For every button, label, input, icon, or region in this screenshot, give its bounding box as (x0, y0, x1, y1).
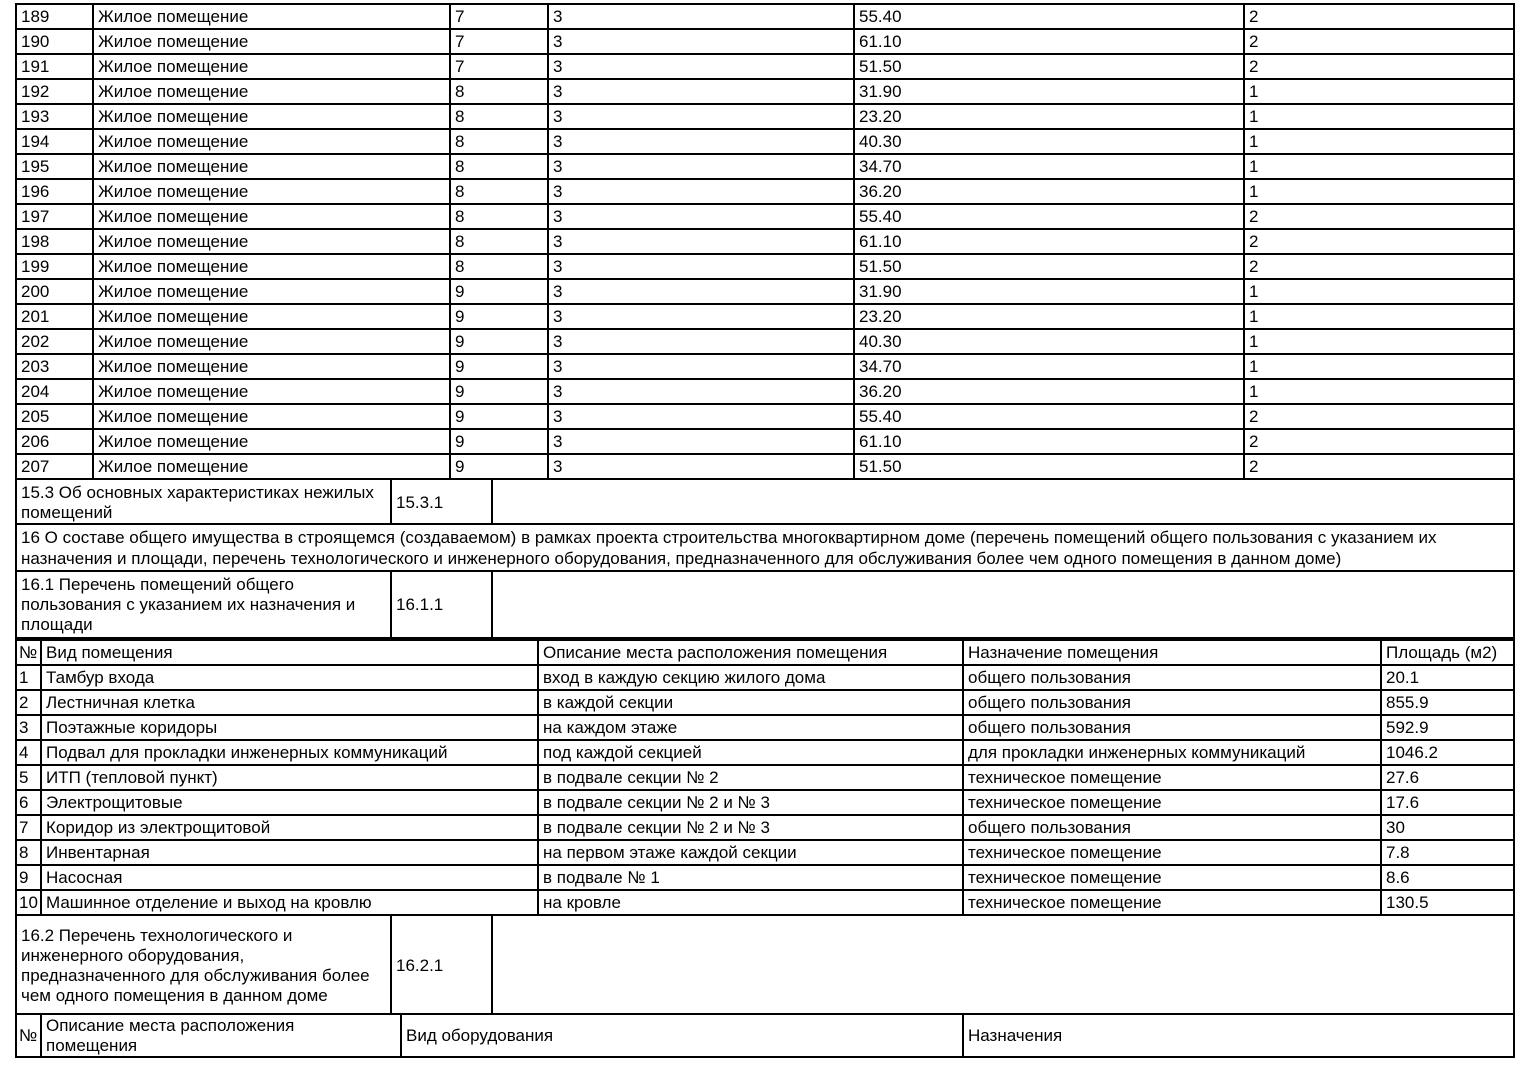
cell-area: 61.10 (854, 429, 1244, 454)
common-area-row (16, 740, 1514, 765)
cell-floor: 7 (450, 4, 548, 29)
cell-section: 3 (548, 354, 854, 379)
cell-floor: 7 (450, 54, 548, 79)
apartments-table-body (16, 4, 1514, 479)
cell-type: Жилое помещение (93, 129, 450, 154)
cell-location: в каждой секции (538, 690, 963, 715)
cell-purpose: общего пользования (963, 665, 1381, 690)
apartment-row (16, 304, 1514, 329)
apartment-row (16, 104, 1514, 129)
cell-rooms: 1 (1244, 304, 1514, 329)
cell-floor: 8 (450, 179, 548, 204)
cell-area: 30 (1381, 815, 1514, 840)
cell-area: 36.20 (854, 179, 1244, 204)
cell-num: 1 (16, 665, 41, 690)
apartment-row (16, 404, 1514, 429)
cell-type: Жилое помещение (93, 454, 450, 479)
cell-area: 20.1 (1381, 665, 1514, 690)
cell-purpose: для прокладки инженерных коммуникаций (963, 740, 1381, 765)
apartment-row (16, 154, 1514, 179)
cell-area: 34.70 (854, 354, 1244, 379)
cell-num: 189 (16, 4, 93, 29)
cell-type: Жилое помещение (93, 29, 450, 54)
apartment-row (16, 129, 1514, 154)
cell-section: 3 (548, 229, 854, 254)
apartments-table (15, 3, 1515, 480)
cell-area: 61.10 (854, 29, 1244, 54)
cell-type: Жилое помещение (93, 379, 450, 404)
cell-section: 3 (548, 29, 854, 54)
cell-kind: ИТП (тепловой пункт) (41, 765, 538, 790)
cell-area: 23.20 (854, 304, 1244, 329)
section-15-3-label: 15.3 Об основных характеристиках нежилых помещений (16, 479, 391, 526)
common-area-row (16, 665, 1514, 690)
cell-section: 3 (548, 429, 854, 454)
section-row (16, 479, 1514, 526)
cell-num: 2 (16, 690, 41, 715)
cell-purpose: общего пользования (963, 715, 1381, 740)
cell-purpose: техническое помещение (963, 865, 1381, 890)
cell-section: 3 (548, 104, 854, 129)
cell-num: 8 (16, 840, 41, 865)
cell-num: 197 (16, 204, 93, 229)
cell-rooms: 2 (1244, 54, 1514, 79)
apartment-row (16, 279, 1514, 304)
cell-area: 592.9 (1381, 715, 1514, 740)
cell-section: 3 (548, 379, 854, 404)
cell-type: Жилое помещение (93, 204, 450, 229)
cell-rooms: 2 (1244, 204, 1514, 229)
cell-area: 61.10 (854, 229, 1244, 254)
header-location: Описание места расположения помещения (41, 1014, 401, 1057)
common-area-row (16, 690, 1514, 715)
section-16-2-value-cell (492, 915, 1514, 1016)
cell-kind: Насосная (41, 865, 538, 890)
cell-area: 34.70 (854, 154, 1244, 179)
section-16-1-value-cell (492, 571, 1514, 638)
cell-kind: Подвал для прокладки инженерных коммуникаций (41, 740, 538, 765)
cell-area: 40.30 (854, 129, 1244, 154)
cell-type: Жилое помещение (93, 229, 450, 254)
cell-floor: 8 (450, 204, 548, 229)
cell-rooms: 1 (1244, 179, 1514, 204)
cell-type: Жилое помещение (93, 279, 450, 304)
cell-floor: 8 (450, 104, 548, 129)
cell-num: 196 (16, 179, 93, 204)
cell-location: в подвале секции № 2 (538, 765, 963, 790)
equipment-header-row (16, 1014, 1514, 1057)
cell-rooms: 2 (1244, 254, 1514, 279)
cell-rooms: 1 (1244, 79, 1514, 104)
section-row (16, 915, 1514, 1016)
section-16-1-label: 16.1 Перечень помещений общего пользования с указанием их назначения и площади (16, 571, 391, 638)
common-area-row (16, 840, 1514, 865)
cell-area: 27.6 (1381, 765, 1514, 790)
cell-location: на каждом этаже (538, 715, 963, 740)
section-16-text: 16 О составе общего имущества в строящемся (создаваемом) в рамках проекта строительства многоквартирном доме (перечень помещений общего пользования с указанием их назначения и площади, перечень технологического и инженерного оборудования, предназначенного для обслуживания более чем одного помещения в данном доме) (16, 524, 1514, 575)
cell-floor: 9 (450, 279, 548, 304)
cell-floor: 8 (450, 229, 548, 254)
apartment-row (16, 329, 1514, 354)
cell-rooms: 2 (1244, 454, 1514, 479)
cell-purpose: техническое помещение (963, 890, 1381, 915)
cell-purpose: техническое помещение (963, 790, 1381, 815)
cell-section: 3 (548, 254, 854, 279)
cell-area: 55.40 (854, 4, 1244, 29)
apartment-row (16, 229, 1514, 254)
cell-section: 3 (548, 204, 854, 229)
cell-section: 3 (548, 329, 854, 354)
cell-rooms: 2 (1244, 29, 1514, 54)
cell-num: 3 (16, 715, 41, 740)
common-area-row (16, 790, 1514, 815)
equipment-table (15, 1013, 1515, 1058)
header-purpose: Назначения (963, 1014, 1514, 1057)
cell-num: 203 (16, 354, 93, 379)
common-area-row (16, 890, 1514, 915)
cell-area: 51.50 (854, 254, 1244, 279)
apartment-row (16, 179, 1514, 204)
cell-rooms: 2 (1244, 429, 1514, 454)
section-15-3-code: 15.3.1 (391, 479, 492, 526)
section-16-block (15, 523, 1515, 576)
cell-area: 40.30 (854, 329, 1244, 354)
cell-num: 199 (16, 254, 93, 279)
cell-kind: Инвентарная (41, 840, 538, 865)
cell-rooms: 2 (1244, 229, 1514, 254)
cell-area: 1046.2 (1381, 740, 1514, 765)
section-16-1-block (15, 570, 1515, 639)
cell-rooms: 1 (1244, 129, 1514, 154)
apartment-row (16, 254, 1514, 279)
cell-floor: 8 (450, 79, 548, 104)
cell-type: Жилое помещение (93, 304, 450, 329)
header-area: Площадь (м2) (1381, 640, 1514, 665)
cell-section: 3 (548, 4, 854, 29)
cell-location: вход в каждую секцию жилого дома (538, 665, 963, 690)
cell-location: под каждой секцией (538, 740, 963, 765)
cell-kind: Коридор из электрощитовой (41, 815, 538, 840)
cell-location: на первом этаже каждой секции (538, 840, 963, 865)
cell-location: на кровле (538, 890, 963, 915)
cell-section: 3 (548, 79, 854, 104)
common-area-row (16, 865, 1514, 890)
cell-area: 31.90 (854, 79, 1244, 104)
cell-floor: 9 (450, 354, 548, 379)
cell-floor: 8 (450, 254, 548, 279)
cell-num: 10 (16, 890, 41, 915)
apartment-row (16, 4, 1514, 29)
apartment-row (16, 354, 1514, 379)
common-areas-table (15, 639, 1515, 916)
header-location: Описание места расположения помещения (538, 640, 963, 665)
cell-kind: Электрощитовые (41, 790, 538, 815)
common-area-row (16, 815, 1514, 840)
apartment-row (16, 29, 1514, 54)
cell-num: 202 (16, 329, 93, 354)
common-area-row (16, 765, 1514, 790)
cell-floor: 9 (450, 304, 548, 329)
cell-num: 194 (16, 129, 93, 154)
cell-rooms: 1 (1244, 354, 1514, 379)
cell-num: 191 (16, 54, 93, 79)
header-purpose: Назначение помещения (963, 640, 1381, 665)
cell-num: 205 (16, 404, 93, 429)
cell-num: 190 (16, 29, 93, 54)
cell-rooms: 1 (1244, 279, 1514, 304)
cell-num: 4 (16, 740, 41, 765)
section-15-3-block (15, 478, 1515, 527)
cell-area: 55.40 (854, 404, 1244, 429)
cell-area: 31.90 (854, 279, 1244, 304)
cell-type: Жилое помещение (93, 4, 450, 29)
cell-section: 3 (548, 404, 854, 429)
cell-num: 198 (16, 229, 93, 254)
cell-purpose: техническое помещение (963, 765, 1381, 790)
cell-num: 7 (16, 815, 41, 840)
cell-kind: Лестничная клетка (41, 690, 538, 715)
header-type: Вид оборудования (401, 1014, 963, 1057)
apartment-row (16, 204, 1514, 229)
common-areas-header-row (16, 640, 1514, 665)
cell-type: Жилое помещение (93, 429, 450, 454)
apartment-row (16, 429, 1514, 454)
cell-rooms: 1 (1244, 104, 1514, 129)
cell-type: Жилое помещение (93, 354, 450, 379)
cell-floor: 8 (450, 129, 548, 154)
section-15-3-value-cell (492, 479, 1514, 526)
cell-type: Жилое помещение (93, 179, 450, 204)
cell-type: Жилое помещение (93, 254, 450, 279)
cell-num: 204 (16, 379, 93, 404)
cell-section: 3 (548, 54, 854, 79)
cell-section: 3 (548, 304, 854, 329)
header-num: № (16, 1014, 41, 1057)
cell-num: 195 (16, 154, 93, 179)
cell-section: 3 (548, 129, 854, 154)
section-16-2-block (15, 914, 1515, 1017)
cell-floor: 8 (450, 154, 548, 179)
cell-floor: 9 (450, 429, 548, 454)
cell-area: 130.5 (1381, 890, 1514, 915)
cell-area: 51.50 (854, 454, 1244, 479)
cell-type: Жилое помещение (93, 104, 450, 129)
section-row (16, 571, 1514, 638)
section-16-2-label: 16.2 Перечень технологического и инженерного оборудования, предназначенного для обслуживания более чем одного помещения в данном доме (16, 915, 391, 1016)
cell-area: 7.8 (1381, 840, 1514, 865)
cell-location: в подвале секции № 2 и № 3 (538, 790, 963, 815)
cell-floor: 9 (450, 404, 548, 429)
section-16-2-code: 16.2.1 (391, 915, 492, 1016)
cell-location: в подвале секции № 2 и № 3 (538, 815, 963, 840)
cell-num: 206 (16, 429, 93, 454)
cell-rooms: 1 (1244, 154, 1514, 179)
cell-area: 55.40 (854, 204, 1244, 229)
cell-section: 3 (548, 279, 854, 304)
section-16-1-code: 16.1.1 (391, 571, 492, 638)
cell-rooms: 2 (1244, 404, 1514, 429)
apartment-row (16, 454, 1514, 479)
cell-num: 193 (16, 104, 93, 129)
common-area-row (16, 715, 1514, 740)
cell-section: 3 (548, 179, 854, 204)
header-kind: Вид помещения (41, 640, 538, 665)
cell-area: 8.6 (1381, 865, 1514, 890)
common-areas-table-body (16, 665, 1514, 915)
cell-section: 3 (548, 454, 854, 479)
cell-section: 3 (548, 154, 854, 179)
cell-num: 6 (16, 790, 41, 815)
section-row (16, 524, 1514, 575)
cell-kind: Тамбур входа (41, 665, 538, 690)
cell-num: 5 (16, 765, 41, 790)
cell-rooms: 1 (1244, 329, 1514, 354)
apartment-row (16, 79, 1514, 104)
cell-purpose: общего пользования (963, 815, 1381, 840)
cell-purpose: общего пользования (963, 690, 1381, 715)
cell-type: Жилое помещение (93, 329, 450, 354)
cell-area: 23.20 (854, 104, 1244, 129)
apartment-row (16, 54, 1514, 79)
cell-num: 207 (16, 454, 93, 479)
apartment-row (16, 379, 1514, 404)
cell-type: Жилое помещение (93, 54, 450, 79)
cell-area: 51.50 (854, 54, 1244, 79)
cell-num: 200 (16, 279, 93, 304)
cell-area: 36.20 (854, 379, 1244, 404)
cell-floor: 9 (450, 329, 548, 354)
cell-type: Жилое помещение (93, 404, 450, 429)
cell-num: 192 (16, 79, 93, 104)
cell-type: Жилое помещение (93, 79, 450, 104)
cell-rooms: 1 (1244, 379, 1514, 404)
cell-type: Жилое помещение (93, 154, 450, 179)
cell-floor: 7 (450, 29, 548, 54)
cell-floor: 9 (450, 454, 548, 479)
header-num: № (16, 640, 41, 665)
cell-area: 855.9 (1381, 690, 1514, 715)
cell-kind: Машинное отделение и выход на кровлю (41, 890, 538, 915)
cell-area: 17.6 (1381, 790, 1514, 815)
cell-num: 9 (16, 865, 41, 890)
cell-num: 201 (16, 304, 93, 329)
cell-purpose: техническое помещение (963, 840, 1381, 865)
cell-location: в подвале № 1 (538, 865, 963, 890)
cell-floor: 9 (450, 379, 548, 404)
cell-kind: Поэтажные коридоры (41, 715, 538, 740)
cell-rooms: 2 (1244, 4, 1514, 29)
